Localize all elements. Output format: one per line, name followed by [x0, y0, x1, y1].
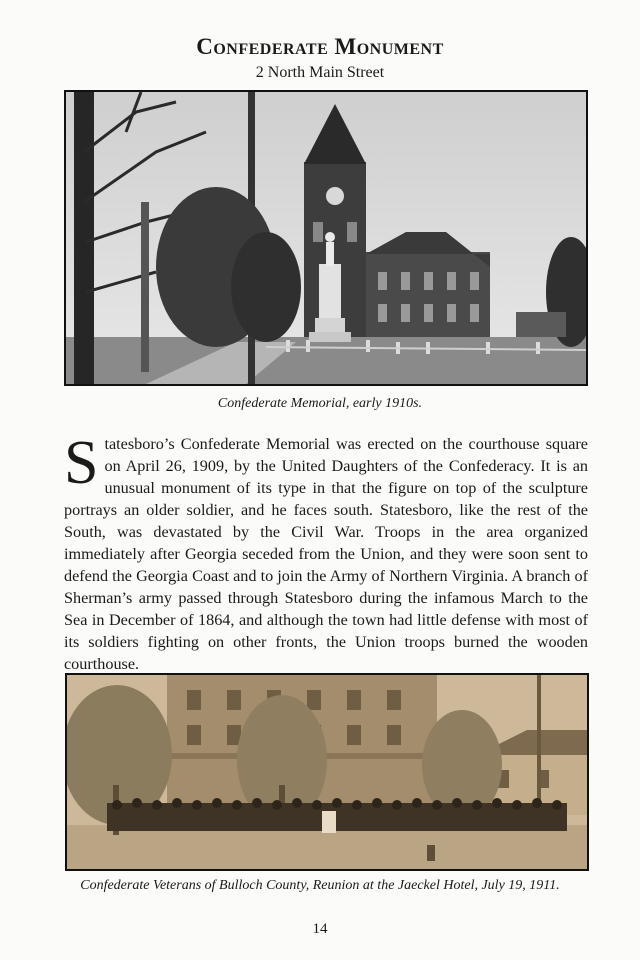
- confederate-memorial-illustration: [66, 92, 586, 384]
- article-text: tatesboro’s Confederate Memorial was erected on the courthouse square on April 26, 1909, by the United Daughters of the Confederacy. It is an unusual monument of its type in that the figure on top of the sculpture portrays an older soldier, and he faces south. Statesboro, like the rest of the South, was devastated by the Civil War. Troops in the area organized immediately after Georgia seceded from the Union, and they were soon sent to defend the Georgia Coast and to join the Army of Northern Virginia. A branch of Sherman’s army passed through Statesboro during the infamous March to the Sea in December of 1864, and although the town had little defense with most of its soldiers fighting on other fronts, the Union troops burned the wooden courthouse.: [64, 435, 588, 673]
- page-subtitle: 2 North Main Street: [255, 64, 385, 81]
- veterans-reunion-illustration: [67, 675, 587, 869]
- veterans-reunion-photo: [65, 673, 589, 871]
- page-number: 14: [312, 921, 328, 937]
- confederate-memorial-photo: [64, 90, 588, 386]
- top-photo-caption: Confederate Memorial, early 1910s.: [217, 396, 423, 411]
- page-title: Confederate Monument: [196, 34, 444, 59]
- article-body: [64, 429, 588, 675]
- bottom-photo-caption: Confederate Veterans of Bulloch County, Reunion at the Jaeckel Hotel, July 19, 1911.: [80, 878, 560, 893]
- drop-cap: S: [64, 429, 99, 497]
